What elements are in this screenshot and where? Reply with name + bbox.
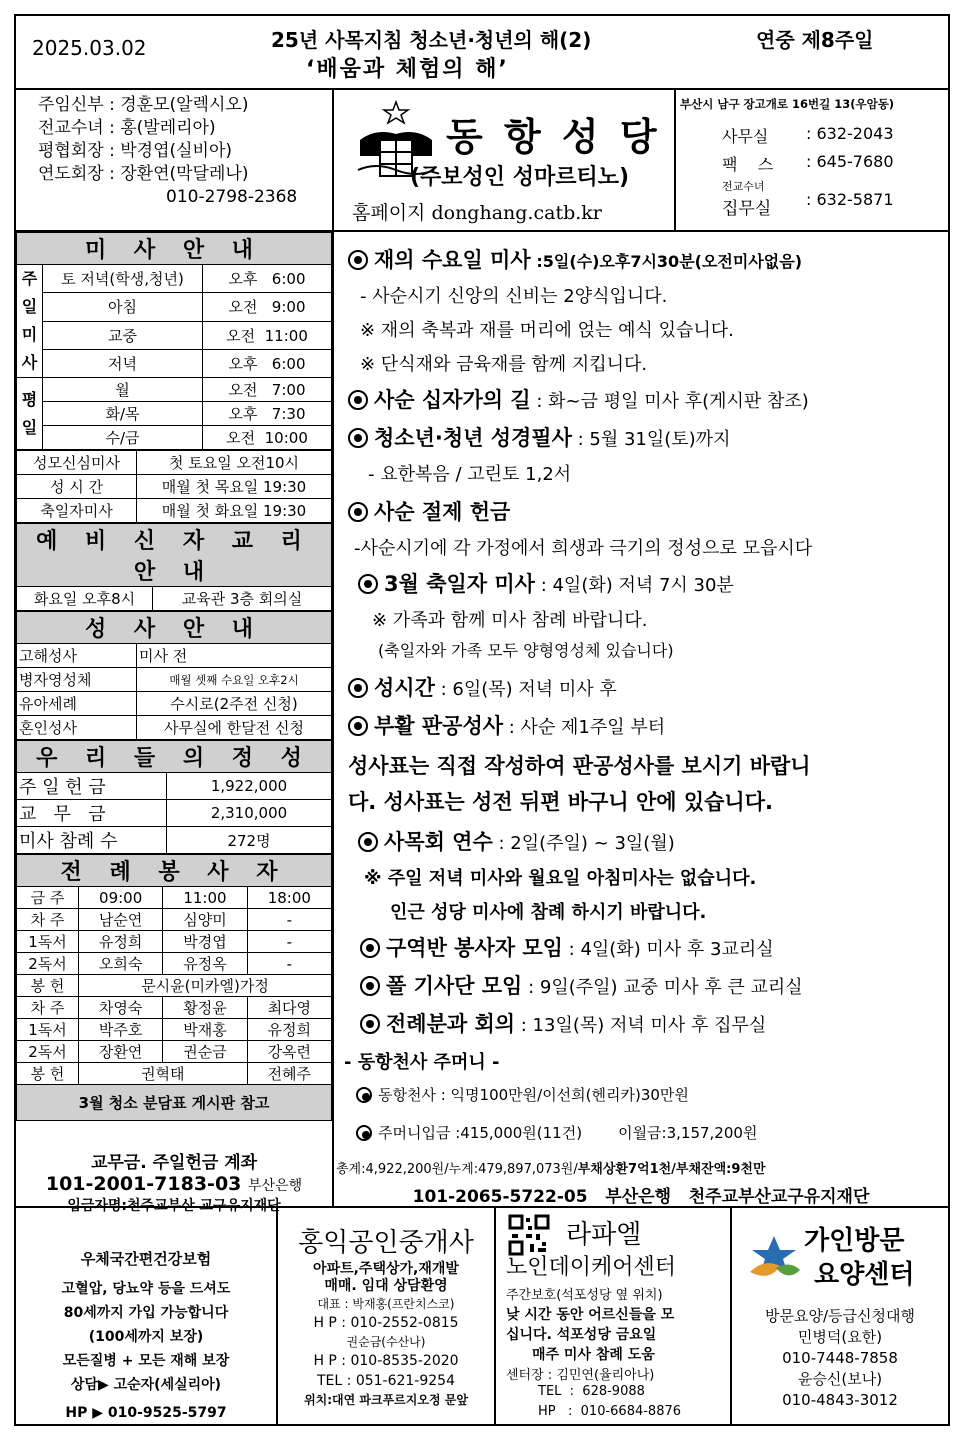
special-mass-name: 축일자미사: [17, 499, 137, 523]
liturgy-cell: 2독서: [17, 1041, 79, 1063]
offering-value: 2,310,000: [167, 800, 332, 827]
liturgy-cell: 1독서: [17, 1019, 79, 1041]
mass-time: 오전 10:00: [203, 426, 332, 450]
notice-angel-donation: 동항천사 : 익명100만원/이선희(헨리카)30만원: [356, 1084, 689, 1105]
mass-name: 교중: [43, 321, 203, 349]
footer-ads: [16, 1206, 948, 1424]
ad-insurance-title: 우체국간편건강보험: [80, 1250, 212, 1268]
catechumen-day: 화요일 오후8시: [17, 587, 153, 611]
sacrament-name: 혼인성사: [17, 716, 137, 740]
notice-line: -사순시기에 각 가정에서 희생과 극기의 정성으로 모읍시다: [354, 538, 813, 559]
liturgy-cell: 유정옥: [163, 953, 247, 975]
ad-homecare-body: 방문요양/등급신청대행 민병덕(요한) 010-7448-7858 윤승신(보나) 010-4843-3012: [765, 1307, 915, 1409]
notice-ash-wednesday: 재의 수요일 미사 :5일(수)오후7시30분(오전미사없음): [348, 244, 802, 274]
ad-realestate-title: 홍익공인중개사: [298, 1228, 474, 1258]
account-holder: 입금자명:천주교부산 교구유지재단: [67, 1198, 281, 1214]
ad-homecare-subtitle: 요양센터: [814, 1260, 915, 1290]
liturgy-cell: 박재홍: [163, 1019, 247, 1041]
account-left: [16, 1148, 332, 1214]
mass-time: 오전 7:00: [203, 378, 332, 402]
homepage[interactable]: [352, 198, 602, 225]
special-mass-name: 성 시 간: [17, 475, 137, 499]
liturgy-head: 09:00: [79, 887, 163, 909]
mass-time: 오후 6:00: [203, 265, 332, 293]
pastoral-theme: 25년 사목지침 청소년·청년의 해(2): [271, 28, 592, 52]
liturgy-cell: 유정희: [247, 1019, 331, 1041]
liturgy-cell: 차 주: [17, 909, 79, 931]
notice-line: 인근 성당 미사에 참례 하시기 바랍니다.: [390, 902, 707, 923]
offering-value: 1,922,000: [167, 773, 332, 800]
offering-name: 주 일 헌 금: [17, 773, 167, 800]
contact-box: [676, 90, 948, 230]
notice-total: 총계:4,922,200원/누계:479,897,073원/부채상환7억1천/부채잔액:9천만: [336, 1162, 766, 1177]
mass-name: 수/금: [43, 426, 203, 450]
notice-feast-mass: 3월 축일자 미사 : 4일(화) 저녁 7시 30분: [358, 568, 734, 598]
bullet-icon: [356, 1087, 372, 1103]
notice-line: ※ 단식재와 금육재를 함께 지킵니다.: [360, 354, 648, 375]
notice-angel-deposit: 주머니입금 :415,000원(11건) 이월금:3,157,200원: [356, 1122, 757, 1143]
ad-insurance-body: 고혈압, 당뇨약 등을 드셔도 80세까지 가입 가능합니다 (100세까지 보장) 모든질병 + 모든 재해 보장 상담▶ 고순자(세실리아) HP ▶ 010-9525-5797: [61, 1281, 231, 1421]
liturgy-cell: 1독서: [17, 931, 79, 953]
ad-daycare: 라파엘 노인데이케어센터 주간보호(석포성당 옆 위치) 낮 시간 동안 어르신들을 모 십니다. 석포성당 금요일 매주 미사 참례 도움 센터장 : 김민연(율리아나) TEL : 628-9088 HP : 010-6684-8876: [496, 1208, 732, 1426]
liturgy-cell: 차 주: [17, 997, 79, 1019]
liturgy-cell: 장환연: [79, 1041, 163, 1063]
liturgy-cell: 박주호: [79, 1019, 163, 1041]
bulletin-page: [14, 14, 950, 1426]
notice-line: 성사표는 직접 작성하여 판공성사를 보시기 바랍니: [348, 754, 811, 778]
bullet-icon: [358, 832, 378, 852]
liturgy-cell: 2독서: [17, 953, 79, 975]
notice-line: - 요한복음 / 고린토 1,2서: [368, 464, 572, 485]
notice-council-retreat: 사목회 연수 : 2일(주일) ~ 3일(월): [358, 826, 675, 856]
mass-time: 오후 6:00: [203, 349, 332, 377]
liturgy-offer: 권혁태: [79, 1063, 248, 1085]
special-mass-time: 첫 토요일 오전10시: [137, 451, 332, 475]
header: [16, 16, 948, 90]
notice-line: - 사순시기 신앙의 신비는 2양식입니다.: [360, 286, 668, 307]
sister-office-label: 집무실: [722, 199, 772, 219]
bullet-icon: [358, 574, 378, 594]
fax-label: 팩 스: [722, 155, 774, 174]
liturgy-cell: 봉 헌: [17, 975, 79, 997]
homepage-label: 홈페이지: [352, 202, 426, 224]
liturgy-cell: 박경엽: [163, 931, 247, 953]
bullet-icon: [348, 428, 368, 448]
notice-stations-of-cross: 사순 십자가의 길 : 화~금 평일 미사 후(게시판 참조): [348, 384, 809, 414]
liturgy-cell: -: [247, 953, 331, 975]
parish-info-row: [16, 90, 948, 232]
notice-angel-pouch-title: - 동항천사 주머니 -: [344, 1052, 500, 1073]
ad-insurance: [16, 1208, 278, 1426]
account-number: 101-2001-7183-03: [45, 1173, 242, 1195]
staff-list: [16, 90, 334, 230]
special-mass-name: 성모신심미사: [17, 451, 137, 475]
account-bank: 부산은행: [248, 1178, 303, 1194]
account-number-line: [16, 1173, 332, 1195]
mass-time: 오전 9:00: [203, 293, 332, 321]
mass-name: 화/목: [43, 402, 203, 426]
staff-item: 연도회장 : 장환연(막달레나): [38, 164, 249, 184]
notice-holy-hour: 성시간 : 6일(목) 저녁 미사 후: [348, 672, 617, 702]
notice-easter-confession: 부활 판공성사 : 사순 제1주일 부터: [348, 710, 665, 740]
liturgy-cell: 황정윤: [163, 997, 247, 1019]
ad-daycare-subtitle: 노인데이케어센터: [506, 1255, 677, 1280]
catechumen-table: [16, 523, 332, 611]
liturgy-cell: 최다영: [247, 997, 331, 1019]
liturgy-cell: 오희숙: [79, 953, 163, 975]
sunday-label: 주 일 미 사: [17, 265, 43, 378]
offering-title: 우 리 들 의 정 성: [17, 741, 332, 773]
liturgy-cell: -: [247, 909, 331, 931]
liturgy-cell: 남순연: [79, 909, 163, 931]
staff-phone: 010-2798-2368: [166, 187, 298, 207]
notice-line: ※ 가족과 함께 미사 참례 바랍니다.: [372, 610, 648, 631]
sacrament-value: 미사 전: [137, 644, 332, 668]
office-label: 사무실: [722, 127, 769, 146]
ad-homecare-title: 가인방문: [804, 1226, 905, 1256]
liturgy-offer: 문시윤(미카엘)가정: [79, 975, 332, 997]
pastoral-subtitle: ‘배움과 체험의 해’: [306, 57, 509, 82]
notice-account: 101-2065-5722-05 부산은행 천주교부산교구유지재단: [412, 1187, 870, 1207]
sister-phone: : 632-5871: [806, 190, 894, 209]
offering-name: 미사 참례 수: [17, 827, 167, 854]
staff-item: 평협회장 : 박경엽(실비아): [38, 141, 233, 161]
special-mass-table: [16, 450, 332, 523]
parish-name: 동 항 성 당: [446, 115, 661, 159]
bullet-icon: [360, 976, 380, 996]
catechumen-title: 예 비 신 자 교 리 안 내: [17, 524, 332, 587]
liturgy-cell: 권순금: [163, 1041, 247, 1063]
staff-item: 주임신부 : 경훈모(알렉시오): [38, 95, 249, 115]
bullet-icon: [348, 678, 368, 698]
sacrament-title: 성 사 안 내: [17, 612, 332, 644]
staff-item: 전교수녀 : 홍(발레리아): [38, 118, 216, 138]
notices-column: [334, 232, 948, 1206]
notice-line: 다. 성사표는 성전 뒤편 바구니 안에 있습니다.: [348, 790, 773, 814]
notice-district-meeting: 구역반 봉사자 모임 : 4일(화) 미사 후 3교리실: [360, 932, 774, 962]
liturgy-table: [16, 854, 332, 1121]
liturgy-cell: 차영숙: [79, 997, 163, 1019]
sacrament-value: 매월 셋째 수요일 오후2시: [137, 668, 332, 692]
bullet-icon: [348, 502, 368, 522]
catechumen-place: 교육관 3층 회의실: [153, 587, 332, 611]
sacrament-table: [16, 611, 332, 740]
parish-patron: (주보성인 성마르티노): [410, 165, 630, 190]
liturgy-cell: 유정희: [79, 931, 163, 953]
offering-value: 272명: [167, 827, 332, 854]
bullet-icon: [348, 390, 368, 410]
bullet-icon: [348, 716, 368, 736]
notice-bible-copy: 청소년·청년 성경필사 : 5월 31일(토)까지: [348, 422, 730, 452]
liturgy-cell: 강옥련: [247, 1041, 331, 1063]
sister-small-label: 전교수녀: [722, 180, 765, 193]
sacrament-value: 수시로(2주전 신청): [137, 692, 332, 716]
cleaning-note: 3월 청소 분담표 게시판 참고: [17, 1085, 332, 1121]
left-column: [16, 232, 334, 1214]
address: 부산시 남구 장고개로 16번길 13(우암동): [680, 97, 895, 111]
liturgy-offer: 전혜주: [247, 1063, 331, 1085]
sacrament-name: 고해성사: [17, 644, 137, 668]
offering-name: 교 무 금: [17, 800, 167, 827]
mass-name: 아침: [43, 293, 203, 321]
notice-liturgy-meeting: 전례분과 회의 : 13일(목) 저녁 미사 후 집무실: [360, 1008, 766, 1038]
liturgy-cell: -: [247, 931, 331, 953]
sacrament-name: 병자영성체: [17, 668, 137, 692]
parish-logo-box: [334, 90, 676, 230]
homepage-url[interactable]: donghang.catb.kr: [431, 202, 602, 224]
mass-time: 오후 7:30: [203, 402, 332, 426]
notice-line: ※ 주일 저녁 미사와 월요일 아침미사는 없습니다.: [364, 868, 757, 889]
mass-time: 오전 11:00: [203, 321, 332, 349]
liturgical-week: 연중 제8주일: [756, 28, 874, 52]
weekday-label: 평 일: [17, 378, 43, 450]
mass-table: [16, 232, 332, 450]
mass-name: 토 저녁(학생,청년): [43, 265, 203, 293]
mass-name: 저녁: [43, 349, 203, 377]
notice-knights-meeting: 폴 기사단 모임 : 9일(주일) 교중 미사 후 큰 교리실: [360, 970, 803, 1000]
special-mass-time: 매월 첫 화요일 19:30: [137, 499, 332, 523]
liturgy-cell: 봉 헌: [17, 1063, 79, 1085]
liturgy-head: 11:00: [163, 887, 247, 909]
liturgy-title: 전 례 봉 사 자: [17, 855, 332, 887]
bullet-icon: [348, 250, 368, 270]
bullet-icon: [360, 1014, 380, 1034]
offering-table: [16, 740, 332, 854]
ad-homecare: [732, 1208, 948, 1426]
ad-daycare-title: 라파엘: [566, 1220, 642, 1250]
notice-lent-offering: 사순 절제 헌금: [348, 496, 510, 526]
liturgy-head: 18:00: [247, 887, 331, 909]
mass-name: 월: [43, 378, 203, 402]
bulletin-date: 2025.03.02: [32, 36, 147, 60]
sacrament-value: 사무실에 한달전 신청: [137, 716, 332, 740]
office-phone: : 632-2043: [806, 124, 894, 143]
sacrament-name: 유아세례: [17, 692, 137, 716]
mass-title: 미 사 안 내: [17, 233, 332, 265]
special-mass-time: 매월 첫 목요일 19:30: [137, 475, 332, 499]
notice-line: ※ 재의 축복과 재를 머리에 얹는 예식 있습니다.: [360, 320, 734, 341]
main-body: [16, 232, 948, 1214]
care-center-logo-icon: [746, 1232, 802, 1284]
liturgy-cell: 심양미: [163, 909, 247, 931]
account-title: 교무금. 주일헌금 계좌: [90, 1153, 258, 1173]
liturgy-head: 금 주: [17, 887, 79, 909]
bullet-icon: [360, 938, 380, 958]
notice-line: (축일자와 가족 모두 양형영성체 있습니다): [378, 641, 674, 660]
fax-number: : 645-7680: [806, 152, 894, 171]
bullet-icon: [356, 1125, 372, 1141]
ad-realestate: 홍익공인중개사 아파트,주택상가,재개발 매매. 임대 상담환영 대표 : 박재홍(프란치스코) H P : 010-2552-0815 권순금(수산나) H P : 010-8535-2020 TEL : 051-621-9254 위치:대연 파크푸르지오정 문앞: [278, 1208, 496, 1426]
